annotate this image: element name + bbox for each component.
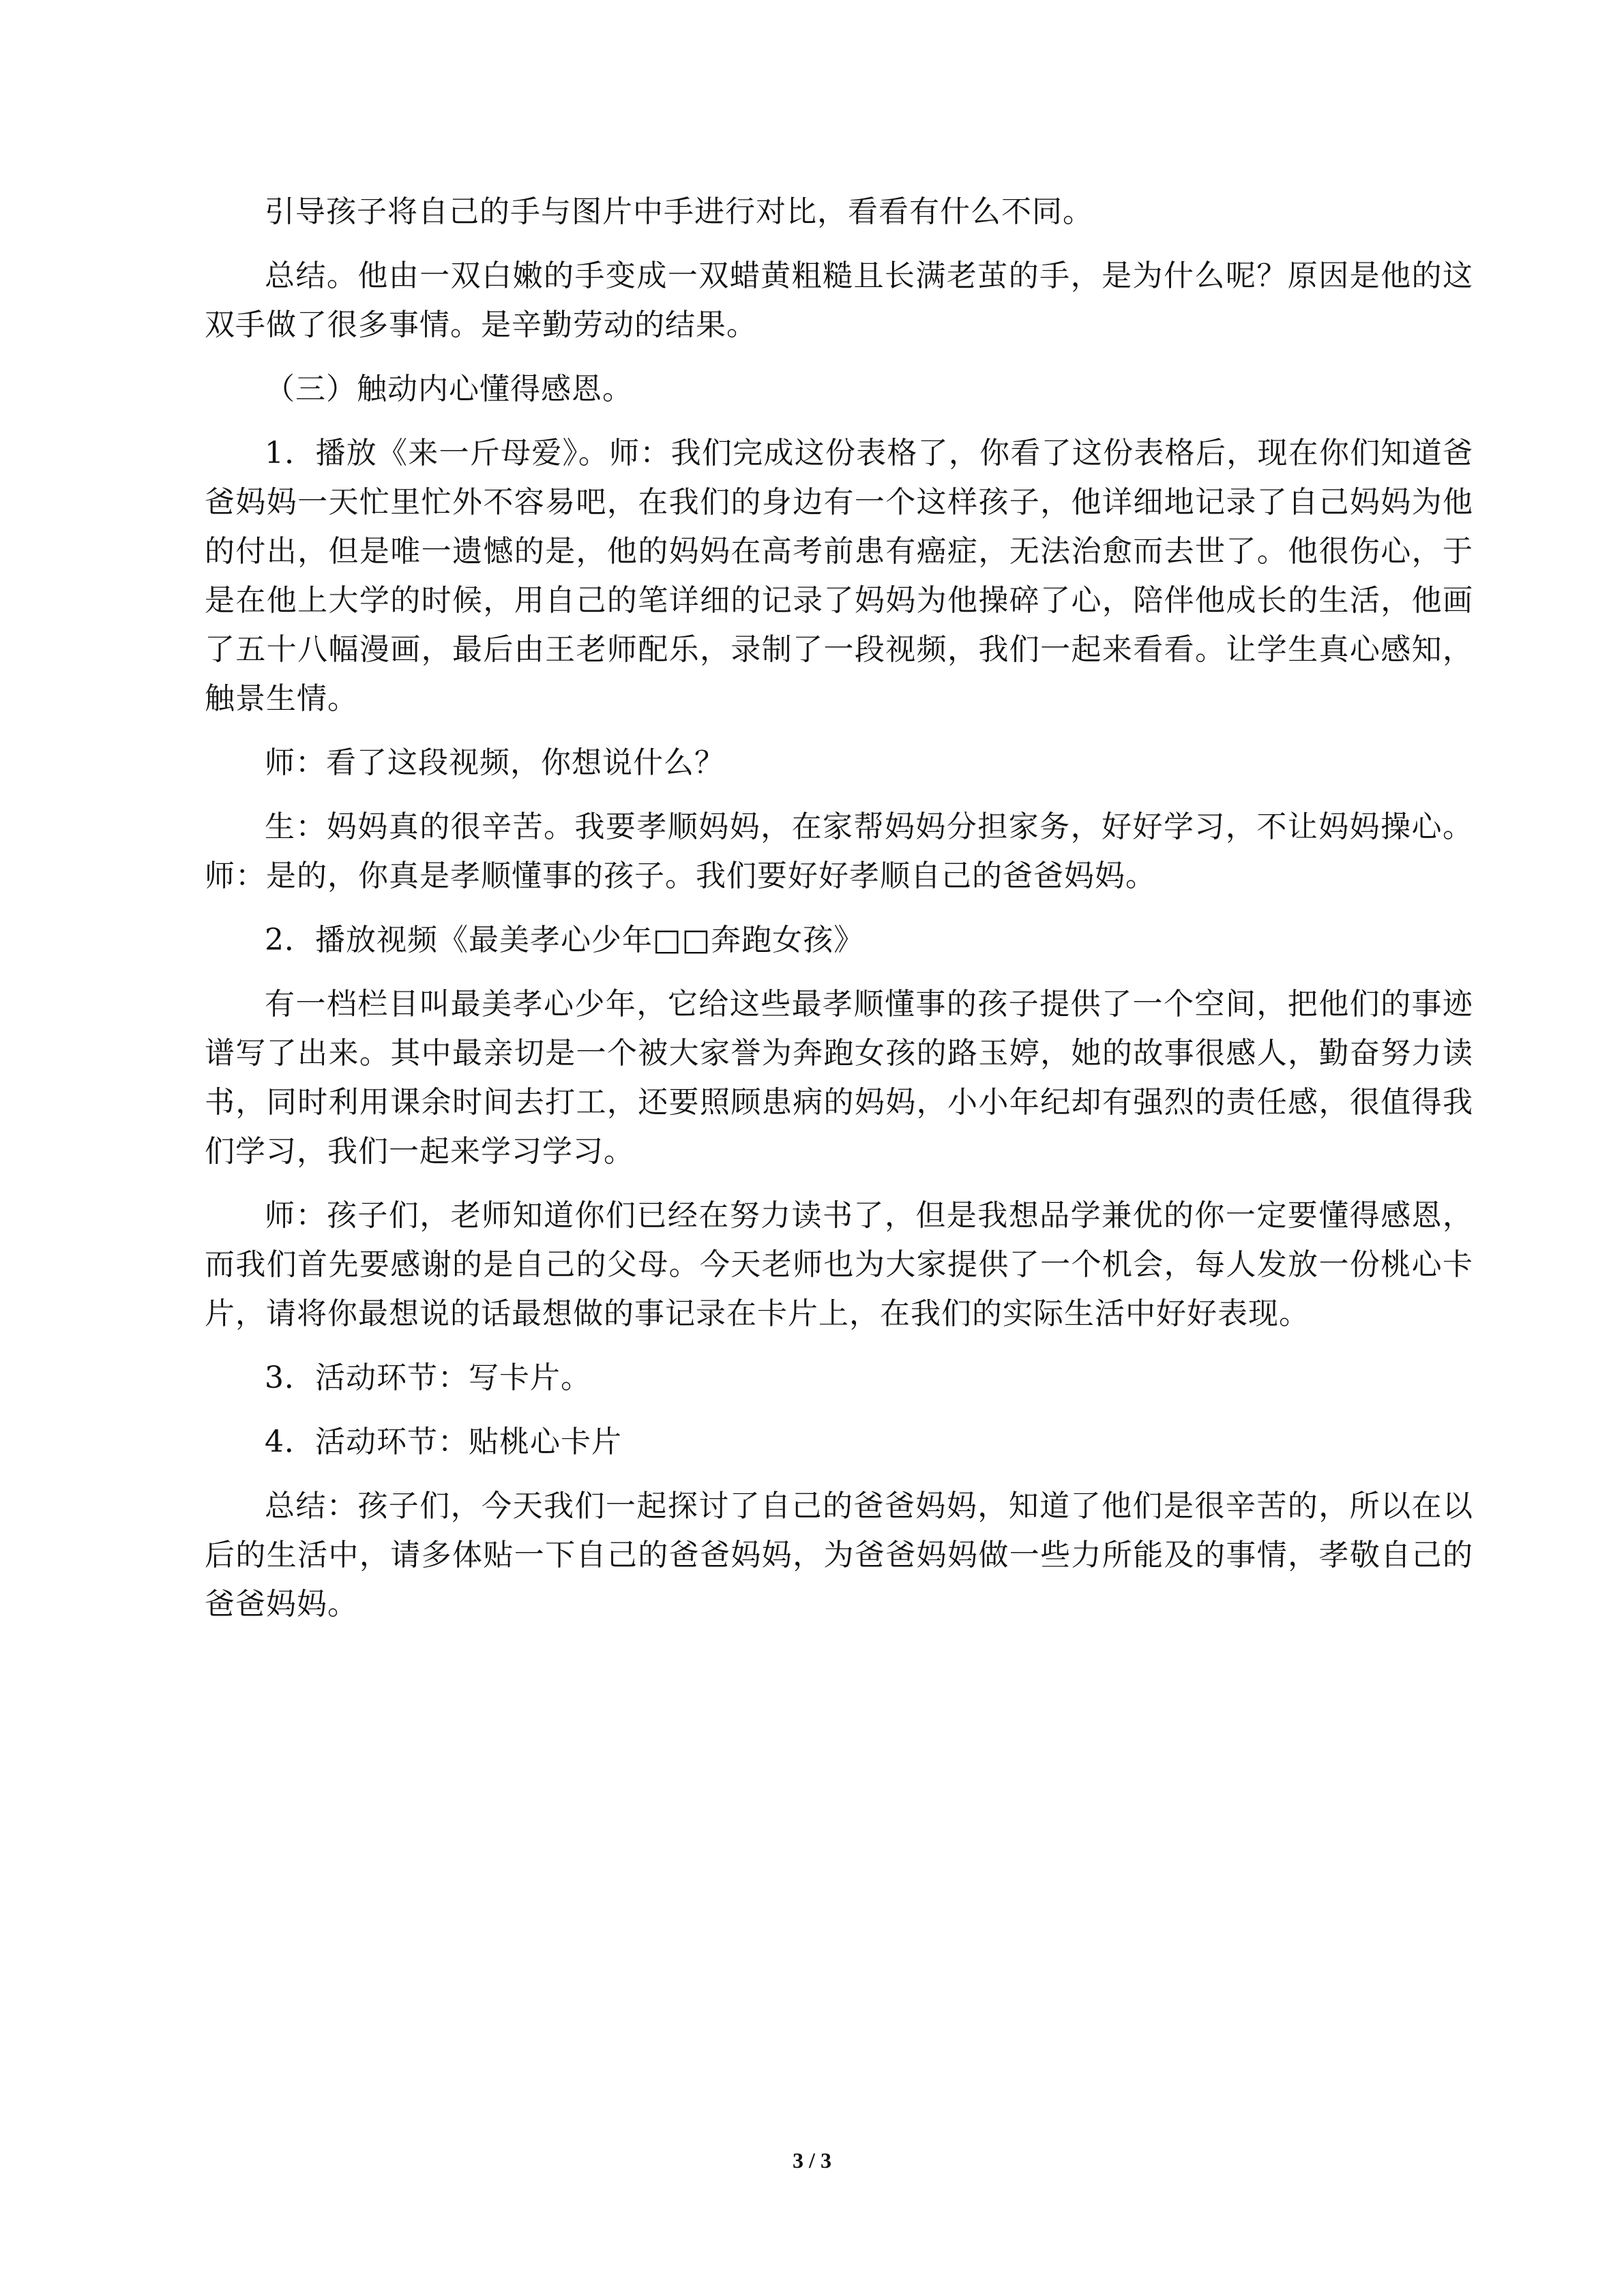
paragraph-step-3-write-card: 3．活动环节：写卡片。: [265, 1360, 591, 1395]
paragraph-hand-comparison: 引导孩子将自己的手与图片中手进行对比，看看有什么不同。: [265, 194, 1093, 229]
paragraph-step-4-post-card: 4．活动环节：贴桃心卡片: [265, 1425, 622, 1459]
document-body: [205, 188, 1473, 1644]
paragraph-step-2-video: 2．播放视频《最美孝心少年□□奔跑女孩》: [265, 923, 865, 957]
paragraph-step-1-video: 1．播放《来一斤母爱》。师：我们完成这份表格了，你看了这份表格后，现在你们知道爸爸妈妈一天忙里忙外不容易吧，在我们的身边有一个这样孩子，他详细地记录了自己妈妈为他的付出，但是唯一遗憾的是，他的妈妈在高考前患有癌症，无法治愈而去世了。他很伤心，于是在他上大学的时候，用自己的笔详细的记录了妈妈为他操碎了心，陪伴他成长的生活，他画了五十八幅漫画，最后由王老师配乐，录制了一段视频，我们一起来看看。让学生真心感知，触景生情。: [205, 436, 1473, 716]
paragraph-final-summary: 总结：孩子们，今天我们一起探讨了自己的爸爸妈妈，知道了他们是很辛苦的，所以在以后的生活中，请多体贴一下自己的爸爸妈妈，为爸爸妈妈做一些力所能及的事情，孝敬自己的爸爸妈妈。: [205, 1489, 1473, 1622]
paragraph-program-intro: 有一档栏目叫最美孝心少年，它给这些最孝顺懂事的孩子提供了一个空间，把他们的事迹谱写了出来。其中最亲切是一个被大家誉为奔跑女孩的路玉婷，她的故事很感人，勤奋努力读书，同时利用课余时间去打工，还要照顾患病的妈妈，小小年纪却有强烈的责任感，很值得我们学习，我们一起来学习学习。: [205, 987, 1473, 1169]
paragraph-student-answer: 生：妈妈真的很辛苦。我要孝顺妈妈，在家帮妈妈分担家务，好好学习，不让妈妈操心。师：是的，你真是孝顺懂事的孩子。我们要好好孝顺自己的爸爸妈妈。: [205, 809, 1473, 893]
paragraph-teacher-cards: 师：孩子们，老师知道你们已经在努力读书了，但是我想品学兼优的你一定要懂得感恩，而我们首先要感谢的是自己的父母。今天老师也为大家提供了一个机会，每人发放一份桃心卡片，请将你最想说的话最想做的事记录在卡片上，在我们的实际生活中好好表现。: [205, 1198, 1473, 1331]
page-number: 3 / 3: [793, 2148, 831, 2173]
paragraph-summary-hands: 总结。他由一双白嫩的手变成一双蜡黄粗糙且长满老茧的手，是为什么呢？原因是他的这双手做了很多事情。是辛勤劳动的结果。: [205, 258, 1473, 342]
section-heading-gratitude: （三）触动内心懂得感恩。: [265, 372, 633, 406]
paragraph-teacher-question: 师：看了这段视频，你想说什么？: [265, 745, 725, 780]
